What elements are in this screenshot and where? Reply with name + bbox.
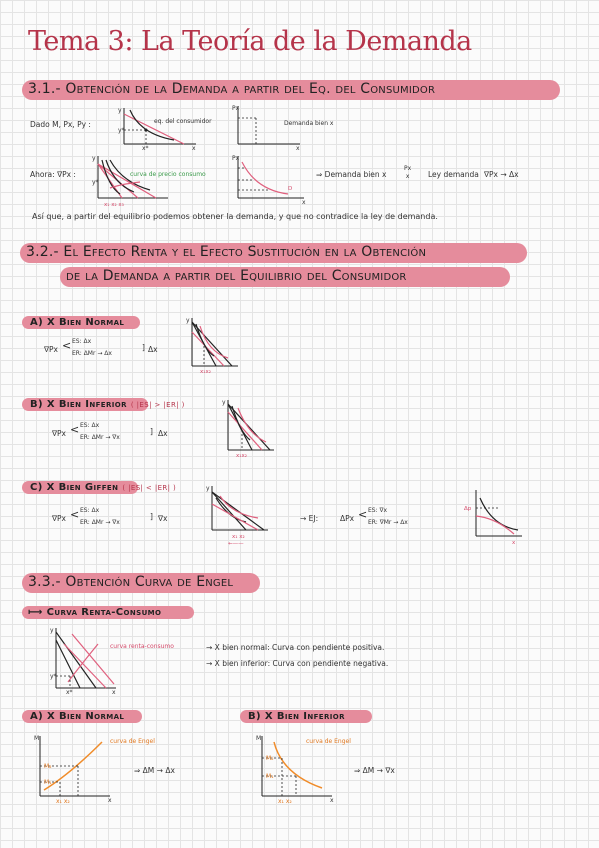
curva-renta-consumo-title: ⟼ Curva Renta-Consumo — [28, 607, 162, 618]
svg-text:Px: Px — [232, 105, 240, 112]
demand-curve-graph — [232, 154, 308, 204]
svg-text:y*: y* — [92, 179, 99, 186]
giffen-lead: ∇Px — [52, 514, 66, 523]
bien-normal-graph — [186, 316, 240, 374]
giffen-ej-es: ES: ∇x — [368, 507, 388, 514]
svg-text:Δp: Δp — [464, 506, 472, 512]
svg-text:x₁ x₂ x₃: x₁ x₂ x₃ — [104, 202, 124, 208]
svg-text:M₂: M₂ — [44, 763, 52, 770]
bien-giffen-title: C) X Bien Giffen ( |ES| < |ER| ) — [30, 482, 177, 493]
engel-normal-label: curva de Engel — [110, 738, 155, 745]
bien-giffen-graph — [206, 484, 270, 546]
curva-precio-consumo-label: curva de precio consumo — [130, 171, 206, 178]
bien-inferior-graph — [222, 398, 276, 458]
consumer-equilibrium-graph — [118, 106, 198, 152]
svg-text:←——: ←—— — [228, 541, 244, 547]
svg-text:x: x — [302, 199, 306, 206]
curva-renta-consumo-label: curva renta-consumo — [110, 643, 174, 650]
giffen-ej-brace: < — [358, 508, 368, 521]
inferior-es: ES: Δx — [80, 422, 100, 429]
renta-consumo-graph — [50, 626, 122, 698]
svg-text:M₁: M₁ — [44, 779, 52, 786]
svg-text:x: x — [330, 797, 334, 804]
inferior-result: Δx — [158, 429, 168, 438]
giffen-demand-graph — [462, 488, 526, 548]
demanda-bien-x-label: Demanda bien x — [284, 120, 334, 127]
normal-right-brace: ] — [142, 343, 145, 352]
section-3-2-heading-1: 3.2.- El Efecto Renta y el Efecto Sustitución en la Obtención — [26, 244, 427, 260]
normal-er: ER: ΔMr → Δx — [72, 350, 112, 357]
svg-text:x: x — [296, 145, 300, 152]
section-3-3-heading: 3.3.- Obtención Curva de Engel — [28, 574, 234, 590]
engel-inferior-relation: ⇒ ΔM → ∇x — [354, 766, 395, 775]
svg-text:y: y — [222, 399, 226, 406]
giffen-ej: → EJ: — [300, 514, 319, 523]
svg-text:x: x — [192, 145, 196, 152]
svg-text:y: y — [118, 107, 122, 114]
svg-text:Px: Px — [232, 155, 240, 162]
svg-text:x*: x* — [142, 145, 149, 152]
svg-text:M₂: M₂ — [266, 755, 274, 762]
svg-text:x: x — [108, 797, 112, 804]
bien-inferior-title: B) X Bien Inferior ( |ES| > |ER| ) — [30, 399, 185, 410]
svg-text:y*: y* — [50, 673, 57, 680]
giffen-ej-lead: ΔPx — [340, 514, 355, 523]
engel-inferior-title: B) X Bien Inferior — [248, 711, 345, 722]
svg-text:y: y — [186, 317, 190, 324]
section-3-2-heading-2: de la Demanda a partir del Equilibrio del Consumidor — [66, 268, 407, 284]
svg-text:y: y — [92, 155, 96, 162]
bien-inferior-note: ( |ES| > |ER| ) — [130, 401, 185, 409]
dado-text: Dado M, Px, Py : — [30, 120, 91, 129]
ley-relation: ∇Px → Δx — [484, 170, 519, 179]
normal-lead: ∇Px — [44, 345, 58, 354]
giffen-ej-er: ER: ∇Mr → Δx — [368, 519, 408, 526]
section-3-1-heading: 3.1.- Obtención de la Demanda a partir del Eq. del Consumidor — [28, 81, 436, 97]
engel-line-normal: → X bien normal: Curva con pendiente positiva. — [206, 643, 385, 652]
ahora-text: Ahora: ∇Px : — [30, 170, 76, 179]
normal-left-brace: < — [62, 339, 72, 352]
normal-result: Δx — [148, 345, 158, 354]
giffen-es: ES: Δx — [80, 507, 100, 514]
ley-demanda-label: Ley demanda — [428, 170, 479, 179]
svg-text:x₁x₂: x₁x₂ — [236, 453, 247, 459]
demanda-arrow-text: ⇒ Demanda bien x — [316, 170, 387, 179]
normal-es: ES: Δx — [72, 338, 92, 345]
engel-normal-graph — [30, 734, 114, 806]
svg-text:x₁ x₂: x₁ x₂ — [278, 798, 292, 805]
giffen-right-brace: ] — [150, 512, 153, 521]
px-x-fraction: Px x — [404, 165, 412, 180]
bien-normal-title: A) X Bien Normal — [30, 317, 125, 328]
inferior-er: ER: ΔMr → ∇x — [80, 434, 120, 441]
svg-text:x*: x* — [66, 689, 73, 696]
svg-text:x: x — [512, 540, 516, 546]
svg-text:x: x — [112, 689, 116, 696]
svg-text:y: y — [50, 627, 54, 634]
giffen-er: ER: ΔMr → ∇x — [80, 519, 120, 526]
engel-inferior-label: curva de Engel — [306, 738, 351, 745]
svg-text:D: D — [288, 186, 293, 192]
inferior-lead: ∇Px — [52, 429, 66, 438]
giffen-left-brace: < — [70, 508, 80, 521]
section-3-1-conclusion: Así que, a partir del equilibrio podemos obtener la demanda, y que no contradice la ley de demanda. — [32, 212, 438, 221]
inferior-right-brace: ] — [150, 427, 153, 436]
engel-normal-title: A) X Bien Normal — [30, 711, 125, 722]
inferior-left-brace: < — [70, 423, 80, 436]
page-title: Tema 3: La Teoría de la Demanda — [28, 26, 472, 57]
engel-normal-relation: ⇒ ΔM → Δx — [134, 766, 175, 775]
engel-line-inferior: → X bien inferior: Curva con pendiente negativa. — [206, 659, 389, 668]
bien-giffen-note: ( |ES| < |ER| ) — [122, 484, 177, 492]
giffen-result: ∇x — [158, 514, 168, 523]
svg-text:M₁: M₁ — [266, 773, 274, 780]
svg-text:x₁x₂: x₁x₂ — [200, 369, 211, 375]
svg-text:x₁ x₂: x₁ x₂ — [56, 798, 70, 805]
price-consumption-graph — [92, 154, 170, 206]
svg-text:y: y — [206, 485, 210, 492]
eq-consumer-label: eq. del consumidor — [154, 118, 212, 125]
svg-text:x₁ x₂: x₁ x₂ — [232, 534, 245, 540]
svg-text:M: M — [34, 735, 40, 742]
svg-text:M: M — [256, 735, 262, 742]
svg-text:y*: y* — [118, 127, 125, 134]
